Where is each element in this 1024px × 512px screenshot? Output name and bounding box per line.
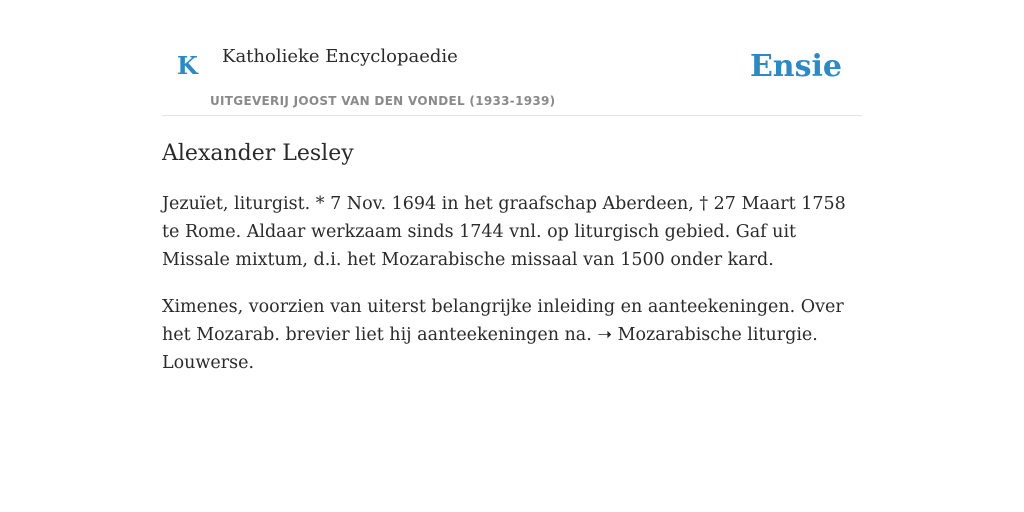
author-name: Louwerse. xyxy=(162,353,255,373)
publication-header xyxy=(162,40,862,116)
article-paragraph xyxy=(162,190,862,274)
publication-logo-icon[interactable]: K xyxy=(177,51,198,80)
publication-title[interactable]: Katholieke Encyclopaedie xyxy=(222,46,458,67)
ensie-brand-logo[interactable]: Ensie xyxy=(749,49,842,84)
article-paragraph xyxy=(162,293,862,377)
paragraph-text: Jezuïet, liturgist. * 7 Nov. 1694 in het graafschap Aberdeen, † 27 Maart 1758 te Rome. Aldaar werkzaam sinds 1744 vnl. op liturgisch gebied. Gaf uit Missale mixtum, d.i. het Mozarabische missaal van 1500 onder kard. xyxy=(162,194,846,270)
cross-reference-link[interactable]: ➝ Mozarabische liturgie. xyxy=(597,325,818,345)
publication-subtitle: UITGEVERIJ JOOST VAN DEN VONDEL (1933-1939) xyxy=(210,94,556,108)
paragraph-text: Ximenes, voorzien van uiterst belangrijke inleiding en aanteekeningen. Over het Mozarab. brevier liet hij aanteekeningen na. xyxy=(162,297,844,345)
article-title: Alexander Lesley xyxy=(162,141,354,166)
article xyxy=(162,138,862,396)
